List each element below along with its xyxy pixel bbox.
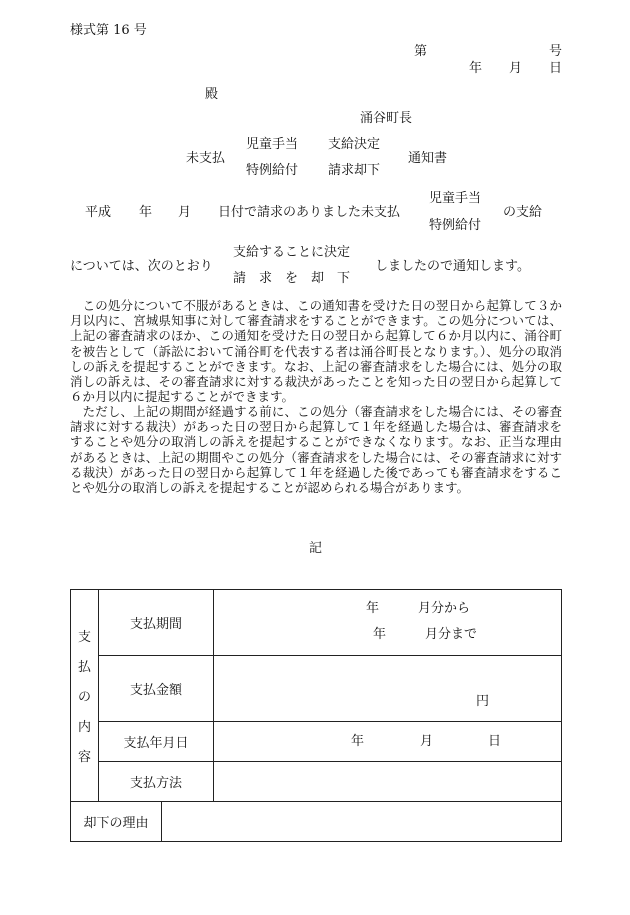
rejection-reason-label: 却下の理由 [71, 802, 162, 842]
amount-label: 支払金額 [99, 656, 214, 722]
side-label-char: の [77, 690, 91, 705]
payment-contents-header [71, 590, 99, 802]
amount-value [214, 656, 562, 722]
period-value [214, 590, 562, 656]
decision-suffix: しましたので通知します。 [375, 259, 530, 274]
title-suffix: 通知書 [408, 151, 448, 166]
title-option1-line2: 特例給付 [246, 163, 299, 178]
request-year: 年 [139, 205, 153, 220]
payment-method-label: 支払方法 [99, 762, 214, 802]
date-day-label: 日 [549, 61, 563, 76]
request-option-line1: 児童手当 [429, 191, 482, 206]
payment-date-value [214, 722, 562, 762]
title-option2-line2: 請求却下 [328, 163, 381, 178]
decision-option-line1: 支給することに決定 [233, 245, 351, 260]
title-option2-line1: 支給決定 [328, 137, 381, 152]
form-number: 様式第 16 号 [70, 23, 147, 38]
payment-date-year: 年 [351, 734, 365, 749]
request-era: 平成 [85, 205, 112, 220]
decision-prefix: については、次のとおり [70, 259, 213, 274]
payment-details-table [70, 589, 562, 802]
request-text: 日付で請求のありました未支払 [218, 205, 401, 220]
amount-unit: 円 [476, 694, 490, 709]
request-suffix: の支給 [503, 205, 543, 220]
title-option1-line1: 児童手当 [246, 137, 299, 152]
addressee-suffix: 殿 [205, 87, 219, 102]
decision-option-line2: 請 求 を 却 下 [233, 271, 351, 286]
rejection-reason-table [70, 801, 562, 842]
payment-date-label: 支払年月日 [99, 722, 214, 762]
side-label-char: 内 [77, 720, 91, 735]
request-month: 月 [178, 205, 192, 220]
date-year-label: 年 [469, 61, 483, 76]
issuer: 涌谷町長 [360, 111, 413, 126]
request-option-line2: 特例給付 [429, 218, 482, 233]
ki-heading: 記 [309, 541, 323, 556]
date-month-label: 月 [509, 61, 523, 76]
payment-method-value [214, 762, 562, 802]
side-label-char: 支 [77, 630, 91, 645]
number-suffix: 号 [549, 44, 563, 59]
period-label: 支払期間 [99, 590, 214, 656]
payment-date-month: 月 [420, 734, 434, 749]
appeal-notice-paragraph: この処分について不服があるときは、この通知書を受けた日の翌日から起算して３か月以内に、宮城県知事に対して審査請求をすることができます。この処分については、上記の審査請求のほか、この通知を受けた日の翌日から起算して６か月以内に、涌谷町を被告として（訴訟において涌谷町を代表する者は涌谷町長となります。）、処分の取消しの訴えを提起することができます。なお、上記の審査請求をした場合には、処分の取消しの訴えは、その審査請求に対する裁決があったことを知った日の翌日から起算して６か月以内に提起することができます。 [70, 298, 562, 405]
period-from: 年 月分から [366, 601, 471, 616]
time-limit-paragraph: ただし、上記の期間が経過する前に、この処分（審査請求をした場合には、その審査請求に対する裁決）があった日の翌日から起算して１年を経過した場合は、審査請求をすることや処分の取消しの訴えを提起することができなくなります。なお、正当な理由があるときは、上記の期間やこの処分（審査請求をした場合には、その審査請求に対する裁決）があった日の翌日から起算して１年を経過した後であっても審査請求をすることや処分の取消しの訴えを提起することが認められる場合があります。 [70, 404, 562, 496]
payment-date-day: 日 [488, 734, 502, 749]
rejection-reason-value [162, 802, 562, 842]
period-to: 年 月分まで [373, 627, 478, 642]
number-prefix: 第 [414, 44, 428, 59]
title-prefix: 未支払 [186, 151, 226, 166]
side-label-char: 容 [77, 750, 91, 765]
side-label-char: 払 [77, 660, 91, 675]
